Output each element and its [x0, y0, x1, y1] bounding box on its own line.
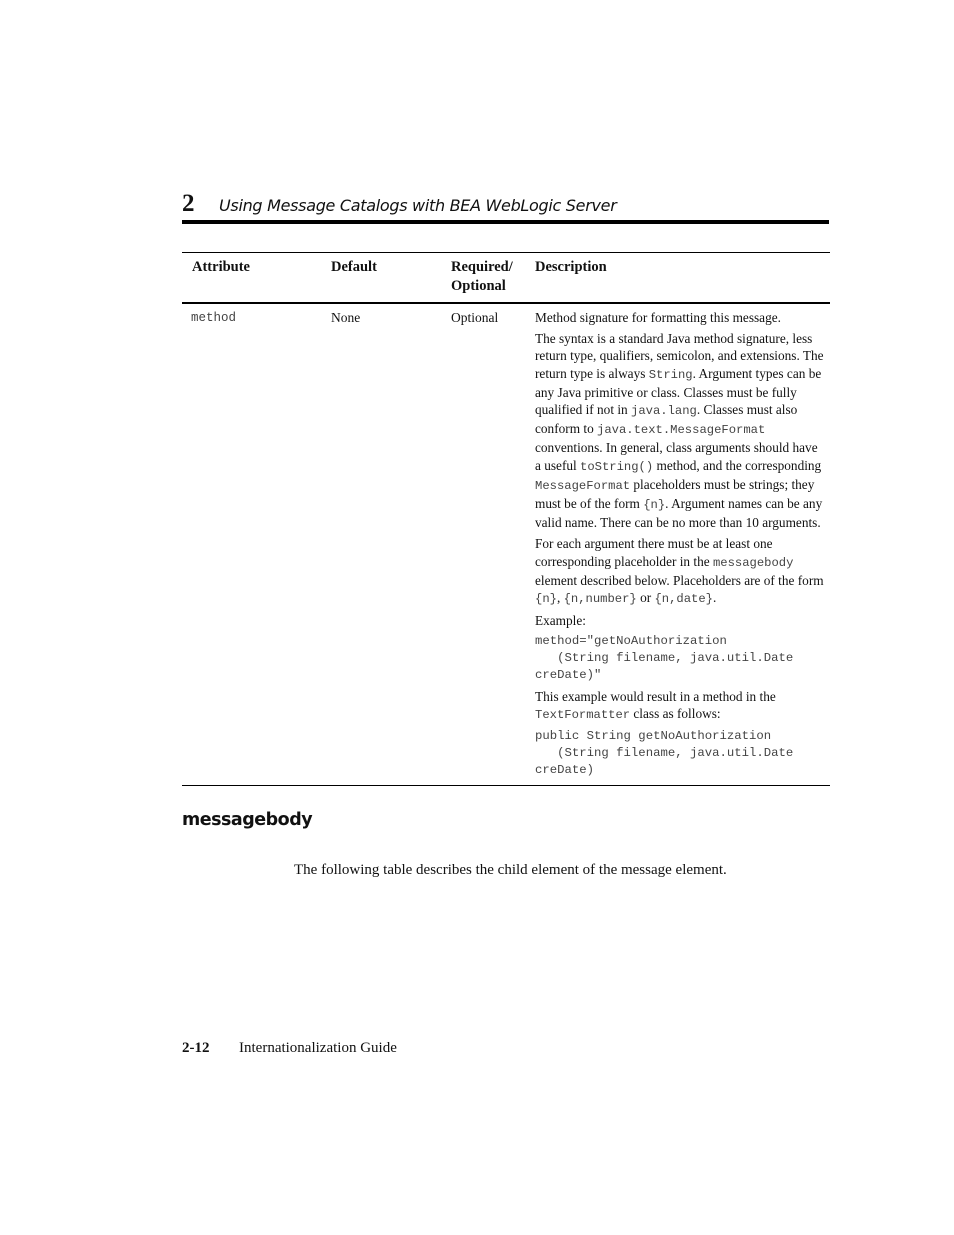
column-header-required: Required/ Optional	[451, 259, 513, 294]
chapter-title: Using Message Catalogs with BEA WebLogic Server	[219, 196, 617, 215]
example-label: Example:	[535, 613, 586, 629]
column-header-default: Default	[331, 259, 377, 275]
desc-paragraph-3: For each argument there must be at least one corresponding placeholder in the messagebody element described below. Placeholders are of the form {n}, {n,number} or {n,date}.	[535, 536, 824, 607]
desc-paragraph-2: The syntax is a standard Java method signature, less return type, qualifiers, semicolon, and extensions. The return type is always String. Argument types can be any Java primitive or class. Classes must be fully qualified if not in java.lang. Classes must also conform to java.text.MessageFormat conventions. In general, class arguments should have a useful toString() method, and the corresponding MessageFormat placeholders must be strings; they must be of the form {n}. Argument names can be any valid name. There can be no more than 10 arguments.	[535, 331, 824, 531]
desc-paragraph-1: Method signature for formatting this message.	[535, 310, 781, 325]
cell-attribute: method	[191, 311, 237, 325]
section-body: The following table describes the child element of the message element.	[294, 862, 727, 878]
cell-required: Optional	[451, 310, 499, 325]
table-header-rule	[182, 302, 830, 304]
cell-default: None	[331, 310, 361, 325]
column-header-attribute: Attribute	[192, 259, 250, 275]
table-bottom-rule	[182, 785, 830, 786]
column-header-description: Description	[535, 259, 607, 275]
page-footer	[182, 1040, 397, 1057]
page-number: 2-12	[182, 1040, 210, 1056]
guide-title: Internationalization Guide	[239, 1040, 397, 1056]
cell-description	[535, 309, 825, 783]
desc-paragraph-4: This example would result in a method in the TextFormatter class as follows:	[535, 688, 776, 723]
table-top-rule	[182, 252, 830, 253]
header-rule	[182, 220, 829, 224]
example-code: method="getNoAuthorization (String filename, java.util.Date creDate)"	[535, 634, 794, 683]
chapter-header	[182, 190, 829, 222]
result-code: public String getNoAuthorization (String filename, java.util.Date creDate)	[535, 729, 794, 777]
section-heading: messagebody	[182, 810, 313, 830]
chapter-number: 2	[182, 190, 195, 217]
